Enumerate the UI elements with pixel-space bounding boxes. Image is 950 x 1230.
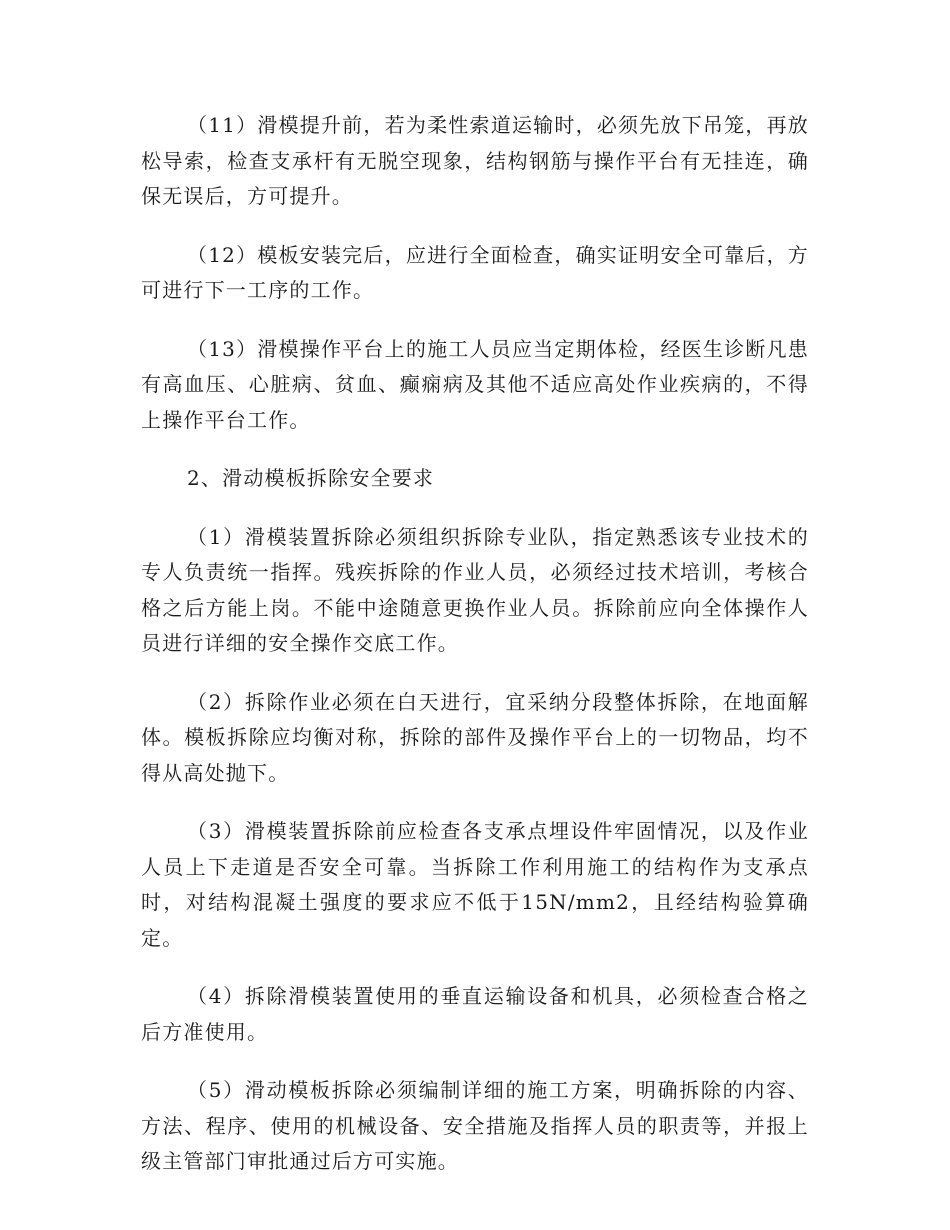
paragraph-item-4: （4）拆除滑模装置使用的垂直运输设备和机具，必须检查合格之后方准使用。 — [141, 984, 809, 1044]
section-heading: 2、滑动模板拆除安全要求 — [187, 466, 435, 490]
document-body — [141, 108, 809, 1203]
paragraph-item-12: （12）模板安装完后，应进行全面检查，确实证明安全可靠后，方可进行下一工序的工作。 — [141, 242, 809, 302]
paragraph-item-1: （1）滑模装置拆除必须组织拆除专业队，指定熟悉该专业技术的专人负责统一指挥。残疾拆除的作业人员，必须经过技术培训，考核合格之后方能上岗。不能中途随意更换作业人员。拆除前应向全体操作人员进行详细的安全操作交底工作。 — [141, 524, 809, 655]
paragraph-item-3: （3）滑模装置拆除前应检查各支承点埋设件牢固情况，以及作业人员上下走道是否安全可靠。当拆除工作利用施工的结构作为支承点时，对结构混凝土强度的要求应不低于15N/mm2，且经结构验算确定。 — [141, 819, 809, 950]
paragraph-item-2: （2）拆除作业必须在白天进行，宜采纳分段整体拆除，在地面解体。模板拆除应均衡对称，拆除的部件及操作平台上的一切物品，均不得从高处抛下。 — [141, 689, 809, 785]
paragraph-item-13: （13）滑模操作平台上的施工人员应当定期体检，经医生诊断凡患有高血压、心脏病、贫血、癫痫病及其他不适应高处作业疾病的，不得上操作平台工作。 — [141, 336, 809, 432]
paragraph-item-11: （11）滑模提升前，若为柔性索道运输时，必须先放下吊笼，再放松导索，检查支承杆有无脱空现象，结构钢筋与操作平台有无挂连，确保无误后，方可提升。 — [141, 113, 809, 208]
paragraph-item-5: （5）滑动模板拆除必须编制详细的施工方案，明确拆除的内容、方法、程序、使用的机械设备、安全措施及指挥人员的职责等，并报上级主管部门审批通过后方可实施。 — [141, 1078, 809, 1173]
